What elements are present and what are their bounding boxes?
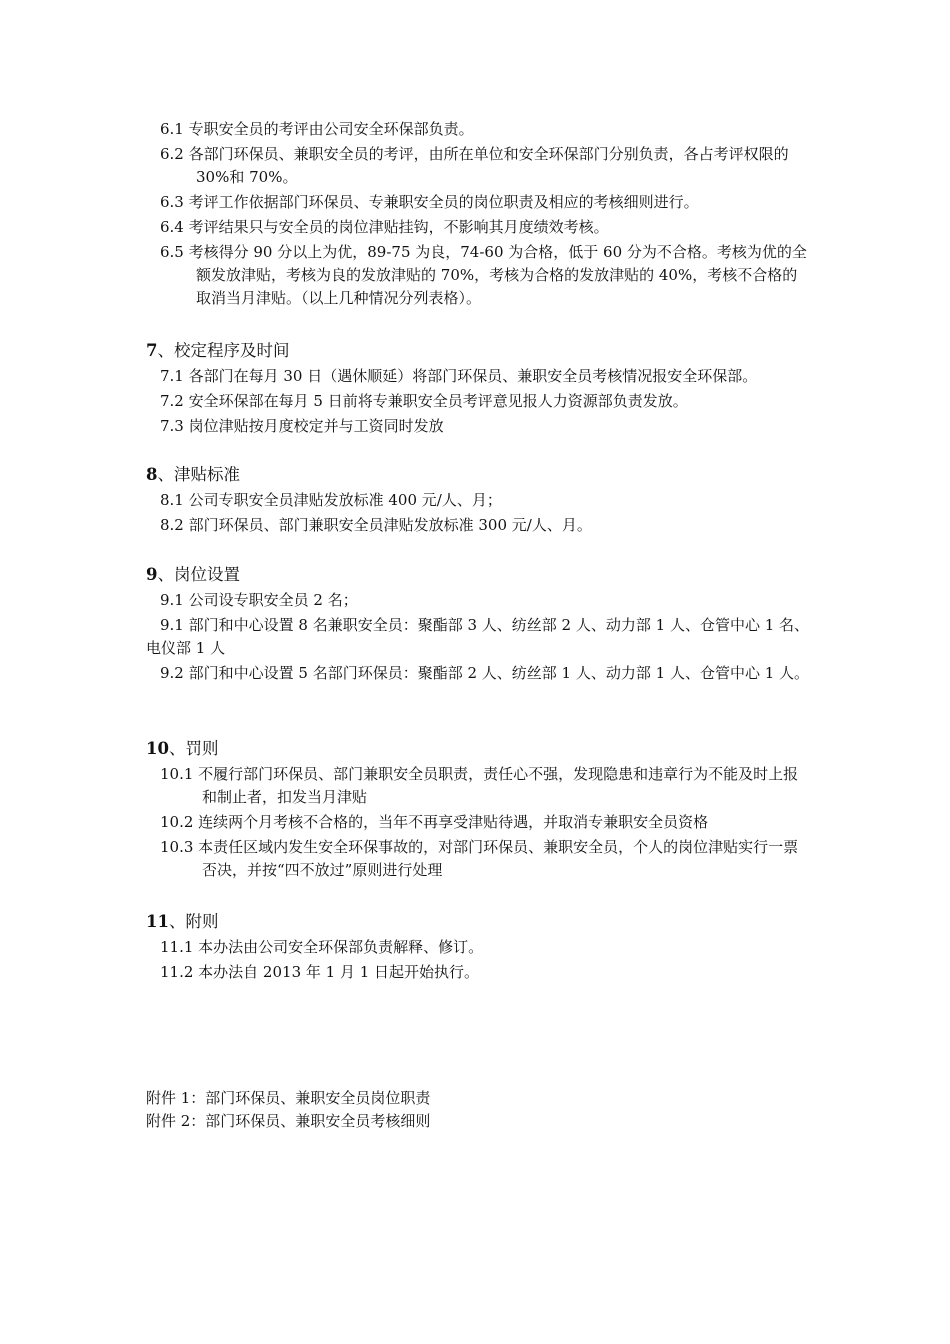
item-9-1: 9.1 公司设专职安全员 2 名； <box>160 591 358 609</box>
section-10-heading: 10、罚则 <box>146 739 219 758</box>
attachment-2: 附件 2：部门环保员、兼职安全员考核细则 <box>146 1112 431 1130</box>
item-7-2: 7.2 安全环保部在每月 5 日前将专兼职安全员考评意见报人力资源部负责发放。 <box>160 392 688 410</box>
item-9-2: 9.2 部门和中心设置 5 名部门环保员：聚酯部 2 人、纺丝部 1 人、动力部 1 人、仓管中心 1 人。 <box>160 664 810 682</box>
item-7-3: 7.3 岗位津贴按月度校定并与工资同时发放 <box>160 417 444 435</box>
section-6 <box>146 118 810 310</box>
section-10 <box>146 737 810 882</box>
section-8 <box>146 463 810 537</box>
item-11-2: 11.2 本办法自 2013 年 1 月 1 日起开始执行。 <box>160 963 480 981</box>
section-11-heading: 11、附则 <box>146 912 219 931</box>
item-6-1: 6.1 专职安全员的考评由公司安全环保部负责。 <box>160 120 474 138</box>
attachment-1: 附件 1：部门环保员、兼职安全员岗位职责 <box>146 1089 431 1107</box>
item-6-5: 6.5 考核得分 90 分以上为优，89-75 为良，74-60 为合格，低于 60 分为不合格。考核为优的全额发放津贴，考核为良的发放津贴的 70%，考核为合格的发放津贴的 40%，考核不合格的取消当月津贴。（以上几种情况分列表格）。 <box>160 243 807 307</box>
item-11-1: 11.1 本办法由公司安全环保部负责解释、修订。 <box>160 938 484 956</box>
item-6-2: 6.2 各部门环保员、兼职安全员的考评，由所在单位和安全环保部门分别负责，各占考评权限的 30%和 70%。 <box>160 145 789 186</box>
item-6-4: 6.4 考评结果只与安全员的岗位津贴挂钩，不影响其月度绩效考核。 <box>160 218 609 236</box>
item-10-2: 10.2 连续两个月考核不合格的，当年不再享受津贴待遇，并取消专兼职安全员资格 <box>160 813 709 831</box>
item-8-1: 8.1 公司专职安全员津贴发放标准 400 元/人、月； <box>160 491 502 509</box>
item-7-1: 7.1 各部门在每月 30 日（遇休顺延）将部门环保员、兼职安全员考核情况报安全环保部。 <box>160 367 758 385</box>
section-7-heading: 7、校定程序及时间 <box>146 341 290 360</box>
section-7 <box>146 339 810 438</box>
section-8-heading: 8、津贴标准 <box>146 465 240 484</box>
item-10-1: 10.1 不履行部门环保员、部门兼职安全员职责，责任心不强，发现隐患和违章行为不能及时上报和制止者，扣发当月津贴 <box>160 765 799 806</box>
item-6-3: 6.3 考评工作依据部门环保员、专兼职安全员的岗位职责及相应的考核细则进行。 <box>160 193 699 211</box>
item-8-2: 8.2 部门环保员、部门兼职安全员津贴发放标准 300 元/人、月。 <box>160 516 592 534</box>
item-10-3: 10.3 本责任区域内发生安全环保事故的，对部门环保员、兼职安全员，个人的岗位津贴实行一票否决，并按“四不放过”原则进行处理 <box>160 838 799 879</box>
attachments <box>146 1087 810 1133</box>
section-11 <box>146 910 810 984</box>
item-9-1b: 9.1 部门和中心设置 8 名兼职安全员：聚酯部 3 人、纺丝部 2 人、动力部 1 人、仓管中心 1 名、电仪部 1 人 <box>146 616 810 657</box>
section-9 <box>146 563 810 685</box>
section-9-heading: 9、岗位设置 <box>146 565 240 584</box>
